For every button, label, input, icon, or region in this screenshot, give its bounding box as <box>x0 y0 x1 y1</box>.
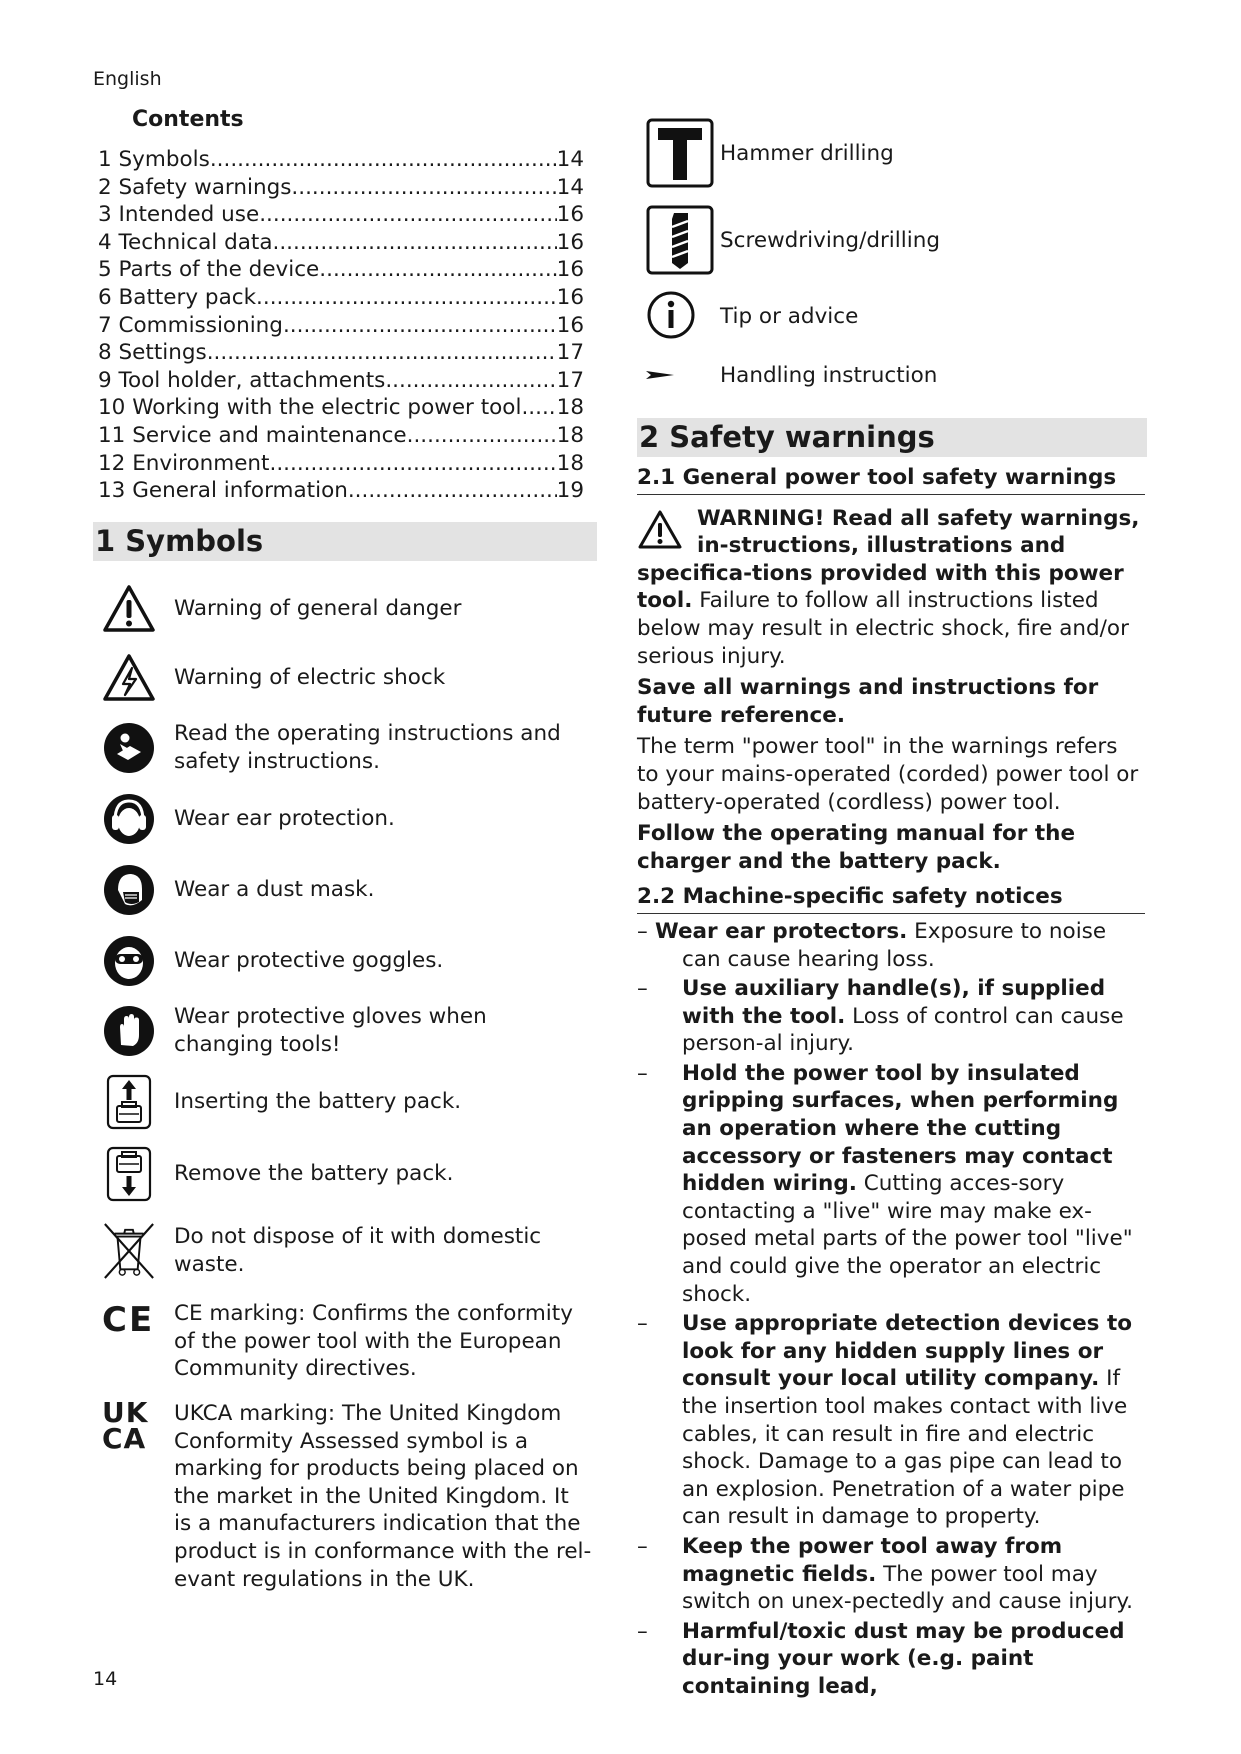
ce-mark-icon: CE <box>102 1300 155 1340</box>
table-of-contents <box>98 146 584 505</box>
symbol-row: Tip or advice <box>646 290 858 342</box>
warning-triangle-icon <box>637 509 689 557</box>
list-item: – Keep the power tool away from magnetic fields. The power tool may switch on unex-pectedly and cause injury. <box>637 1533 1133 1615</box>
page-number: 14 <box>93 1668 118 1690</box>
safety-heading: 2 Safety warnings <box>637 418 1147 457</box>
list-item: – Use auxiliary handle(s), if supplied with the tool. Loss of control can cause person-al injury. <box>637 976 1124 1057</box>
contents-title: Contents <box>132 107 244 132</box>
symbol-row: Wear a dust mask. <box>102 862 592 918</box>
ear-protection-icon <box>102 792 156 846</box>
electric-shock-icon <box>102 651 156 705</box>
dust-mask-icon <box>102 863 156 917</box>
general-safety-subheading: 2.1 General power tool safety warnings <box>637 464 1145 495</box>
symbol-row: Handling instruction <box>646 360 937 390</box>
toc-entry[interactable]: 12 Environment ..... 18 <box>98 450 584 478</box>
toc-entry[interactable]: 8 Settings ..... 17 <box>98 339 584 367</box>
safety-bullet-list <box>637 918 1145 1701</box>
toc-entry[interactable]: 10 Working with the electric power tool ..... 18 <box>98 394 584 422</box>
toc-entry[interactable]: 3 Intended use ..... 16 <box>98 201 584 229</box>
list-item: – Hold the power tool by insulated gripping surfaces, when performing an operation where the cutting accessory or fasteners may contact hidden wiring. Cutting acces-sory contacting a "live" wire may make ex-posed metal parts of the power tool "live" and could give the operator an electric shock. <box>637 1060 1133 1307</box>
symbol-row: Screwdriving/drilling <box>646 205 940 275</box>
symbol-row: Read the operating instructions and safety instructions. <box>102 719 592 777</box>
battery-insert-icon <box>102 1075 156 1129</box>
toc-entry[interactable]: 5 Parts of the device ..... 16 <box>98 256 584 284</box>
hammer-drilling-icon <box>646 118 716 188</box>
symbol-row: UK CA UKCA marking: The United Kingdom Conformity Assessed symbol is a marking for products being placed on the market in the United Kingdom. It is a manufacturers indication that the product is in conformance with the rel-evant regulations in the UK. <box>102 1396 592 1592</box>
list-item: – Use appropriate detection devices to look for any hidden supply lines or consult your local utility company. If the insertion tool makes contact with live cables, it can result in fire and electric shock. Damage to a gas pipe can lead to an explosion. Penetration of a water pipe can result in damage to property. <box>637 1311 1132 1530</box>
symbol-row: Remove the battery pack. <box>102 1144 592 1204</box>
toc-entry[interactable]: 13 General information ..... 19 <box>98 477 584 505</box>
toc-entry[interactable]: 2 Safety warnings ..... 14 <box>98 174 584 202</box>
symbol-row: Wear protective goggles. <box>102 933 592 989</box>
toc-entry[interactable]: 7 Commissioning ..... 16 <box>98 312 584 340</box>
warning-triangle-icon <box>102 582 156 636</box>
warning-paragraph: WARNING! Read all safety warnings, in-structions, illustrations and specifica-tions provided with this power tool. Failure to follow all instructions listed below may result in electric shock, fire and/or serious injury. <box>637 505 1140 669</box>
battery-remove-icon <box>102 1147 156 1201</box>
language-label: English <box>93 68 162 90</box>
symbol-row: CE CE marking: Confirms the conformity of the power tool with the European Community directives. <box>102 1300 573 1382</box>
machine-safety-subheading: 2.2 Machine-specific safety notices <box>637 883 1145 914</box>
term-note: The term "power tool" in the warnings refers to your mains-operated (corded) power tool or battery-operated (cordless) power tool. <box>637 734 1139 815</box>
symbol-row: Inserting the battery pack. <box>102 1072 592 1132</box>
read-manual-icon <box>102 721 156 775</box>
save-note: Save all warnings and instructions for future reference. <box>637 675 1099 728</box>
toc-entry[interactable]: 9 Tool holder, attachments ..... 17 <box>98 367 584 395</box>
symbol-row: Wear protective gloves when changing tools! <box>102 1002 592 1060</box>
screwdriving-icon <box>646 205 716 275</box>
ukca-mark-icon: UK CA <box>102 1396 149 1455</box>
follow-note: Follow the operating manual for the charger and the battery pack. <box>637 821 1076 874</box>
list-item: – Harmful/toxic dust may be produced dur-ing your work (e.g. paint containing lead, <box>637 1618 1125 1699</box>
goggles-icon <box>102 934 156 988</box>
info-icon <box>646 290 716 342</box>
handling-arrow-icon <box>646 360 716 390</box>
symbol-row: Hammer drilling <box>646 118 894 188</box>
gloves-icon <box>102 1004 156 1058</box>
toc-entry[interactable]: 1 Symbols ..... 14 <box>98 146 584 174</box>
crossed-bin-icon <box>102 1224 156 1278</box>
symbols-heading: 1 Symbols <box>93 522 597 561</box>
toc-entry[interactable]: 11 Service and maintenance ..... 18 <box>98 422 584 450</box>
toc-entry[interactable]: 6 Battery pack ..... 16 <box>98 284 584 312</box>
symbol-row: Do not dispose of it with domestic waste. <box>102 1218 592 1284</box>
symbol-row: Warning of electric shock <box>102 650 592 706</box>
list-item: – Wear ear protectors. Exposure to noise can cause hearing loss. <box>637 918 1107 972</box>
symbol-row: Wear ear protection. <box>102 791 592 847</box>
safety-content <box>637 464 1145 1701</box>
toc-entry[interactable]: 4 Technical data ..... 16 <box>98 229 584 257</box>
symbol-row: Warning of general danger <box>102 581 592 637</box>
